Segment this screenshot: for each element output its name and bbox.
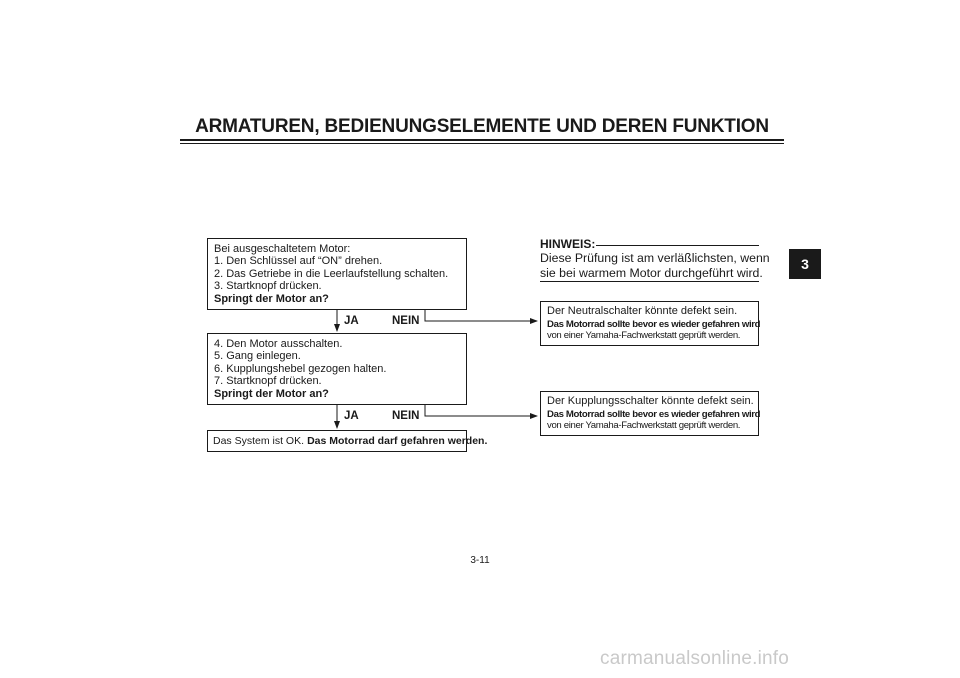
note-heading-rule: [596, 245, 759, 246]
watermark: carmanualsonline.info: [600, 648, 790, 669]
step1-line: 2. Das Getriebe in die Leerlaufstellung schalten.: [214, 267, 449, 280]
note-heading: HINWEIS:: [540, 237, 596, 251]
final-drive-text: Das Motorrad darf gefahren werden.: [307, 435, 488, 447]
note-line: Diese Prüfung ist am verläßlichsten, wenn: [540, 251, 770, 265]
result2-line3: von einer Yamaha-Fachwerkstatt geprüft werden.: [547, 420, 741, 431]
step2-line: 5. Gang einlegen.: [214, 350, 301, 363]
connector-step1-no: [425, 310, 537, 321]
note-line: sie bei warmem Motor durchgeführt wird.: [540, 266, 763, 280]
flow-step-1: [207, 238, 467, 310]
step1-line: 1. Den Schlüssel auf “ON” drehen.: [214, 255, 383, 268]
page-title: ARMATUREN, BEDIENUNGSELEMENTE UND DEREN FUNKTION: [195, 116, 769, 137]
final-ok-text: Das System ist OK.: [213, 435, 305, 447]
flow-step-2: [207, 333, 467, 405]
flow-final-box: [207, 430, 488, 452]
connector-step2-no: [425, 405, 537, 416]
branch2-yes-label: JA: [344, 410, 359, 422]
step1-line: Bei ausgeschaltetem Motor:: [214, 243, 351, 255]
step2-question: Springt der Motor an?: [214, 387, 329, 400]
result1-line3: von einer Yamaha-Fachwerkstatt geprüft werden.: [547, 330, 741, 341]
result-neutral-switch: [540, 301, 759, 346]
result2-line2: Das Motorrad sollte bevor es wieder gefahren wird: [547, 408, 761, 420]
branch1-yes-label: JA: [344, 315, 359, 327]
note-bottom-rule: [540, 281, 759, 282]
step2-line: 4. Den Motor ausschalten.: [214, 338, 343, 350]
page-number: 3-11: [470, 555, 490, 566]
step2-line: 6. Kupplungshebel gezogen halten.: [214, 362, 387, 375]
step1-line: 3. Startknopf drücken.: [214, 280, 322, 293]
chapter-tab: 3: [789, 249, 821, 279]
step1-question: Springt der Motor an?: [214, 292, 329, 305]
result-clutch-switch: [540, 391, 759, 436]
branch1-no-label: NEIN: [392, 315, 420, 327]
result1-line1: Der Neutralschalter könnte defekt sein.: [547, 305, 738, 317]
note-text: [540, 251, 770, 281]
branch2-no-label: NEIN: [392, 410, 420, 422]
result1-line2: Das Motorrad sollte bevor es wieder gefahren wird: [547, 318, 761, 330]
step2-line: 7. Startknopf drücken.: [214, 375, 322, 388]
result2-line1: Der Kupplungsschalter könnte defekt sein.: [547, 395, 754, 407]
